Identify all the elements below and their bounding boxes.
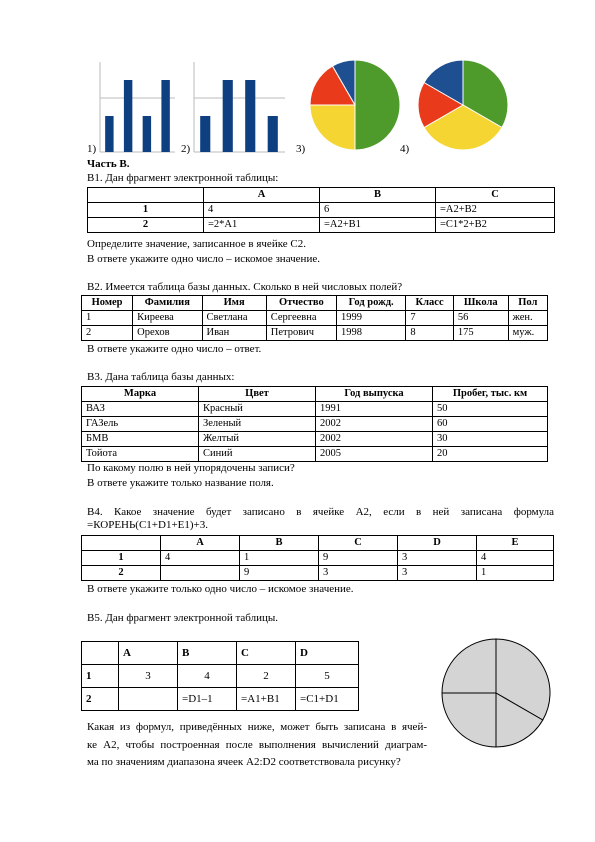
bar-mark [161,80,169,152]
b3-question: По какому полю в ней упорядочены записи? [87,462,295,474]
table-header: A [119,642,178,665]
table-cell: 4 [178,665,237,688]
table-cell: 1998 [337,326,406,341]
b4-question-line2: =КОРЕНЬ(C1+D1+E1)+3. [87,519,208,531]
figure-label-3: 3) [296,143,306,155]
table-header: C [319,536,398,551]
table-header: D [398,536,477,551]
table-cell: 2 [237,665,296,688]
table-cell: =D1–1 [178,688,237,711]
table-cell: 3 [119,665,178,688]
table-header [88,188,204,203]
table-header: E [477,536,554,551]
table-cell: ВАЗ [82,402,199,417]
table-cell: 175 [453,326,508,341]
part-title: Часть В. [87,158,130,170]
table-cell: 4 [204,203,320,218]
table-cell: 9 [319,551,398,566]
table-row [82,432,548,447]
table-header: Фамилия [133,296,202,311]
table-header: Отчество [266,296,336,311]
table-cell: Петрович [266,326,336,341]
table-cell: 1991 [316,402,433,417]
b5-intro: В5. Дан фрагмент электронной таблицы. [87,612,279,624]
table-row [82,296,548,311]
table-row [82,447,548,462]
table-cell: 56 [453,311,508,326]
b2-answer-note: В ответе укажите одно число – ответ. [87,343,262,355]
pie-chart-4 [418,60,508,150]
table-cell: 20 [433,447,548,462]
table-cell: 7 [406,311,454,326]
table-cell: Иван [202,326,266,341]
table-row [82,665,359,688]
table-cell: муж. [508,326,547,341]
table-header: Год выпуска [316,387,433,402]
b2-table [81,295,548,341]
table-cell: Сергеевна [266,311,336,326]
table-row [88,218,555,233]
table-row [82,536,554,551]
b5-table [81,641,359,711]
table-row [88,188,555,203]
table-header: Год рожд. [337,296,406,311]
table-cell: 1 [82,311,133,326]
table-header: Цвет [199,387,316,402]
b5-question-line1: Какая из формул, приведённых ниже, может быть записана в ячей- [87,721,427,733]
figure-label-1: 1) [87,143,97,155]
bar-mark [200,116,210,152]
table-cell: 2002 [316,432,433,447]
bar-chart-1 [100,62,175,152]
b5-question-line2: ке A2, чтобы построенная после выполнения вычислений диаграм- [87,739,427,751]
bar-mark [268,116,278,152]
table-header: B [320,188,436,203]
table-cell: жен. [508,311,547,326]
table-header: C [237,642,296,665]
table-row [82,688,359,711]
table-cell: 3 [319,566,398,581]
table-row [82,311,548,326]
table-row [88,203,555,218]
table-cell: 60 [433,417,548,432]
pie-chart-3 [310,60,400,150]
bar-mark [245,80,255,152]
table-row [82,417,548,432]
table-cell: 3 [398,551,477,566]
table-cell: Желтый [199,432,316,447]
table-row [82,387,548,402]
table-cell: 2002 [316,417,433,432]
table-cell: 1 [477,566,554,581]
table-cell: 1 [240,551,319,566]
table-cell: =A1+B1 [237,688,296,711]
table-cell: 3 [398,566,477,581]
pie-slice [310,105,355,150]
bar-mark [143,116,151,152]
table-header: B [240,536,319,551]
table-cell [119,688,178,711]
table-cell: =C1+D1 [296,688,359,711]
table-header: A [204,188,320,203]
table-header: Марка [82,387,199,402]
table-cell: 2 [82,326,133,341]
table-row [82,642,359,665]
b4-answer-note: В ответе укажите только одно число – искомое значение. [87,583,354,595]
table-header: B [178,642,237,665]
table-cell: ГАЗель [82,417,199,432]
table-header: C [436,188,555,203]
table-header: Школа [453,296,508,311]
table-cell: 4 [477,551,554,566]
pie-slice [442,693,496,747]
table-cell: 2 [82,688,119,711]
pie-slice [442,639,496,693]
table-cell: 8 [406,326,454,341]
table-cell: 30 [433,432,548,447]
table-cell: Орехов [133,326,202,341]
table-cell: 2 [88,218,204,233]
pie-slice [355,60,400,150]
table-cell: 1 [88,203,204,218]
table-cell: БМВ [82,432,199,447]
table-header [82,642,119,665]
table-cell: =C1*2+B2 [436,218,555,233]
top-figures [80,50,540,160]
table-cell: 50 [433,402,548,417]
table-header: Имя [202,296,266,311]
b5-pie-chart [436,636,556,750]
b1-intro: В1. Дан фрагмент электронной таблицы: [87,172,279,184]
table-header: Класс [406,296,454,311]
b1-table [87,187,555,233]
table-header: Пробег, тыс. км [433,387,548,402]
b3-table [81,386,548,462]
table-row [82,551,554,566]
b4-question-line1: В4. Какое значение будет записано в ячейке A2, если в ней записана формула [87,506,554,518]
b1-question: Определите значение, записанное в ячейке C2. [87,238,306,250]
table-cell: 1 [82,665,119,688]
table-cell: Тойота [82,447,199,462]
table-header [82,536,161,551]
table-cell: 1999 [337,311,406,326]
b4-table [81,535,554,581]
table-cell: =A2+B1 [320,218,436,233]
table-cell: 2 [82,566,161,581]
table-cell: 1 [82,551,161,566]
table-header: Пол [508,296,547,311]
bar-chart-2 [194,62,285,152]
table-cell: =A2+B2 [436,203,555,218]
table-header: D [296,642,359,665]
table-cell: Красный [199,402,316,417]
table-cell: Синий [199,447,316,462]
table-cell: 2005 [316,447,433,462]
table-cell: Светлана [202,311,266,326]
b1-answer-note: В ответе укажите одно число – искомое значение. [87,253,320,265]
bar-mark [124,80,132,152]
table-cell [161,566,240,581]
figure-label-4: 4) [400,143,410,155]
b3-answer-note: В ответе укажите только название поля. [87,477,274,489]
bar-mark [105,116,113,152]
b2-intro: В2. Имеется таблица базы данных. Сколько в ней числовых полей? [87,281,403,293]
table-header: A [161,536,240,551]
table-cell: Киреева [133,311,202,326]
table-row [82,566,554,581]
table-cell: 4 [161,551,240,566]
table-cell: 9 [240,566,319,581]
table-row [82,402,548,417]
table-cell: 5 [296,665,359,688]
figure-label-2: 2) [181,143,191,155]
table-row [82,326,548,341]
table-cell: =2*A1 [204,218,320,233]
b3-intro: В3. Дана таблица базы данных: [87,371,235,383]
table-cell: 6 [320,203,436,218]
table-header: Номер [82,296,133,311]
table-cell: Зеленый [199,417,316,432]
b5-question-line3: ма по значениям диапазона ячеек A2:D2 соответствовала рисунку? [87,756,401,768]
bar-mark [223,80,233,152]
